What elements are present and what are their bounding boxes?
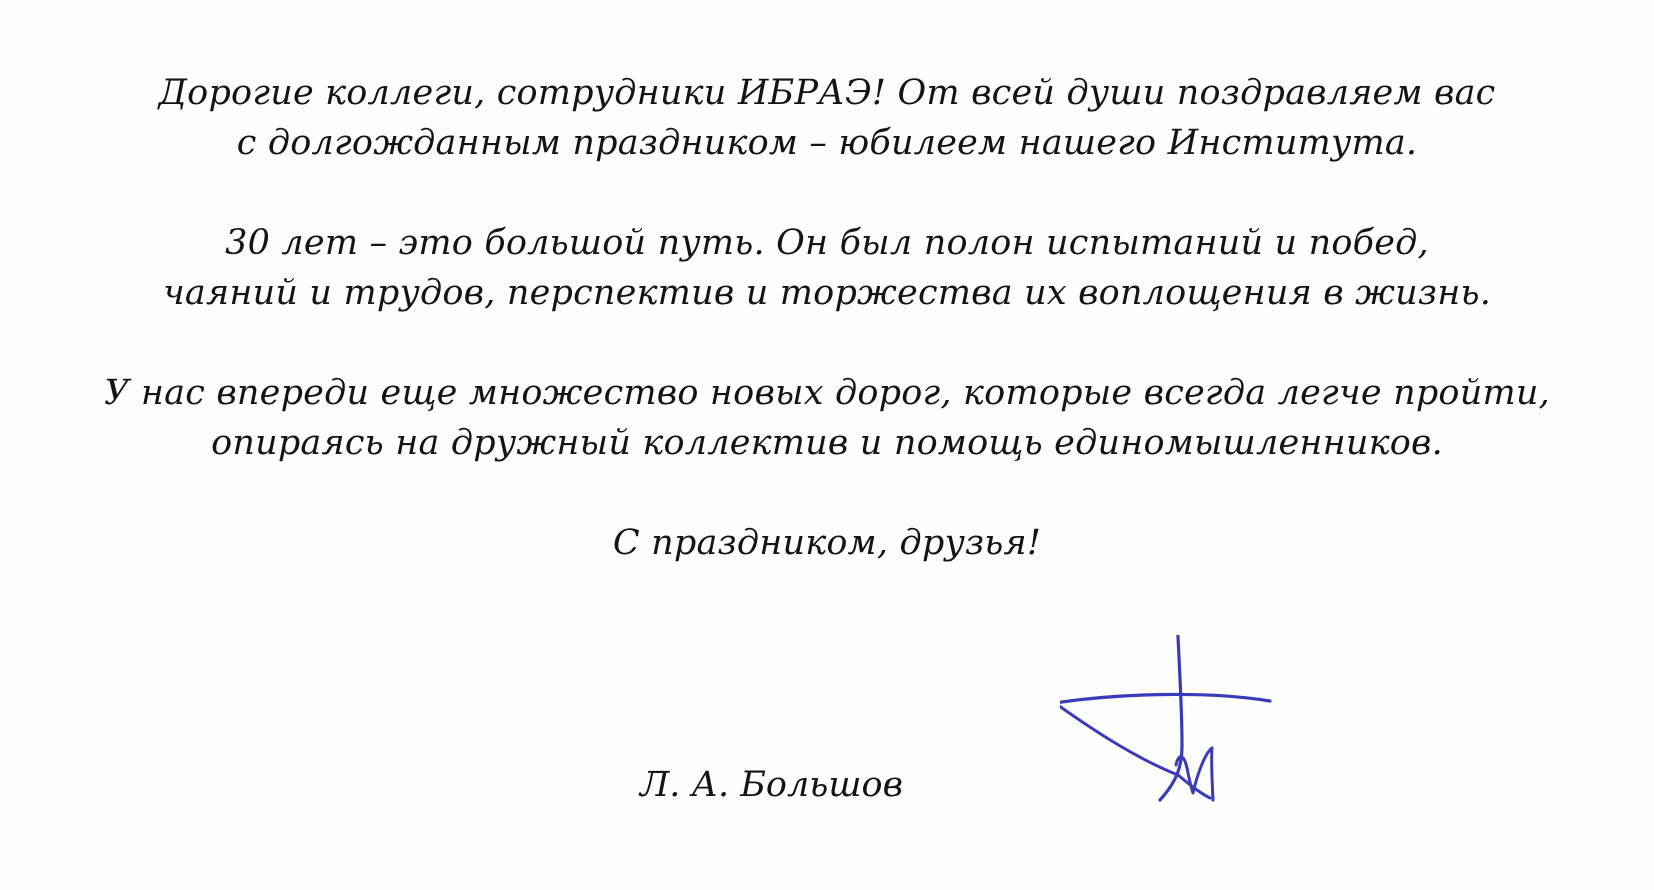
paragraph-line: У нас впереди еще множество новых дорог, которые всегда легче пройти, (104, 373, 1550, 413)
paragraph-greeting (0, 68, 1654, 168)
paragraph-line: с долгожданным праздником – юбилеем нашего Института. (236, 123, 1418, 163)
paragraph-closing (0, 518, 1654, 568)
handwritten-signature (1060, 635, 1350, 850)
paragraph-future (0, 368, 1654, 468)
paragraph-line: опираясь на дружный коллектив и помощь единомышленников. (211, 423, 1443, 463)
paragraph-line: Дорогие коллеги, сотрудники ИБРАЭ! От всей души поздравляем вас (158, 73, 1496, 113)
paragraph-anniversary (0, 218, 1654, 318)
paragraph-line: 30 лет – это большой путь. Он был полон испытаний и побед, (225, 223, 1429, 263)
paragraph-line: чаяний и трудов, перспектив и торжества их воплощения в жизнь. (162, 273, 1492, 313)
paragraph-line: С праздником, друзья! (612, 523, 1042, 563)
signer-name: Л. А. Большов (640, 765, 903, 805)
